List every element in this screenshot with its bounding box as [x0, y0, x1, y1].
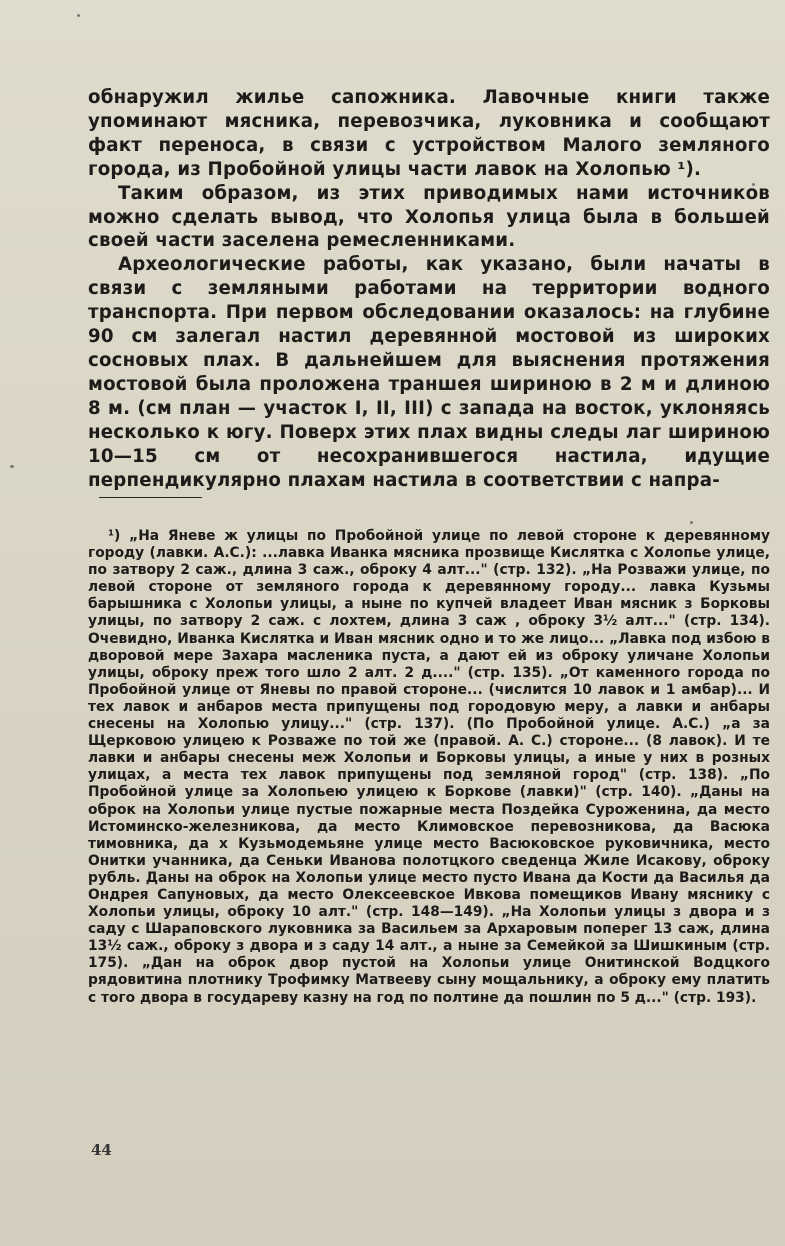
footnote-text: ¹) „На Яневе ж улицы по Пробойной улице по левой стороне к деревянному городу (лавки. А.С.): ...лавка Иванка мясника прозвище Кислятка с Холопье улице, по затвору 2 саж., длина 3 саж., оброку 4 алт..." (стр. 132). „На Розважи улице, по левой стороне от земляного города к деревянному городу... лавка Кузьмы барышника с Холопьи улицы, а ныне по купчей владеет Иван мясник з Борковы улицы, по затвору 2 саж. с лохтем, длина 3 саж , оброку 3½ алт..." (стр. 134). Очевидно, Иванка Кислятка и Иван мясник одно и то же лицо... „Лавка под избою в дворовой мере Захара масленика пуста, а дают ей из оброку уличане Холопьи улицы, оброку преж того шло 2 алт. 2 д...." (стр. 135). „От каменного города по Пробойной улице от Яневы по правой стороне... (числится 10 лавок и 1 амбар)... И тех лавок и анбаров места припущены под городовую меру, а лавки и анбары снесены на Холопью улицу..." (стр. 137). (По Пробойной улице. А.С.) „а за Щерковою улицею к Розваже по той же (правой. А. С.) стороне... (8 лавок). И те лавки и анбары снесены меж Холопьи и Борковы улицы, а иные у них в розных улицах, а места тех лавок припущены под земляной город" (стр. 138). „По Пробойной улице за Холопьею улицею к Боркове (лавки)" (стр. 140). „Даны на оброк на Холопьи улице пустые пожарные места Поздейка Суроженина, да место Истоминско-железникова, да место Климовское перевозникова, да Васюка тимовника, да х Кузьмодемьяне улице место Васюковское руковичника, место Онитки учанника, да Сеньки Иванова полотцкого сведенца Жиле Исакову, оброку рубль. Даны на оброк на Холопьи улице место пусто Ивана да Кости да Василья да Ондрея Сапуновых, да место Олексеевское Ивкова помещиков Ивану мяснику с Холопьи улицы, оброку 10 алт." (стр. 148—149). „На Холопьи улицы з двора и з саду с Шараповского луковника за Васильем за Архаровым поперег 13 саж, длина 13½ саж., оброку з двора и з саду 14 алт., а ныне за Семейкой за Шишкиным (стр. 175). „Дан на оброк двор пустой на Холопьи улице Онитинской Водцкого рядовитина плотнику Трофимку Матвееву сыну мощальнику, а оброку ему платить с того двора в государеву казну на год по полтине да пошлин по 5 д..." (стр. 193). [88, 528, 770, 1006]
footnote-divider [99, 497, 202, 498]
paragraph-2: Таким образом, из этих приводимых нами источников можно сделать вывод, что Холопья улица была в большей своей части заселена ремесленниками. [88, 182, 770, 252]
paper-speck [77, 14, 80, 17]
main-text [88, 86, 770, 492]
footnote [88, 528, 770, 1007]
paragraph-1: обнаружил жилье сапожника. Лавочные книги также упоминают мясника, перевозчика, луковника и сообщают факт переноса, в связи с устройством Малого земляного города, из Пробойной улицы части лавок на Холопью ¹). [88, 87, 770, 180]
paragraph-3: Археологические работы, как указано, были начаты в связи с земляными работами на территории водного транспорта. При первом обследовании оказалось: на глубине 90 см залегал настил деревянной мостовой из широких сосновых плах. В дальнейшем для выяснения протяжения мостовой была проложена траншея шириною в 2 м и длиною 8 м. (см план — участок I, II, III) с запада на восток, уклоняясь несколько к югу. Поверх этих плах видны следы лаг шириною 10—15 см от несохранившегося настила, идущие перпендикулярно плахам настила в соответствии с напра- [88, 254, 770, 491]
page-number: 44 [91, 1141, 112, 1159]
paper-speck [690, 521, 693, 524]
paper-speck [10, 465, 14, 468]
